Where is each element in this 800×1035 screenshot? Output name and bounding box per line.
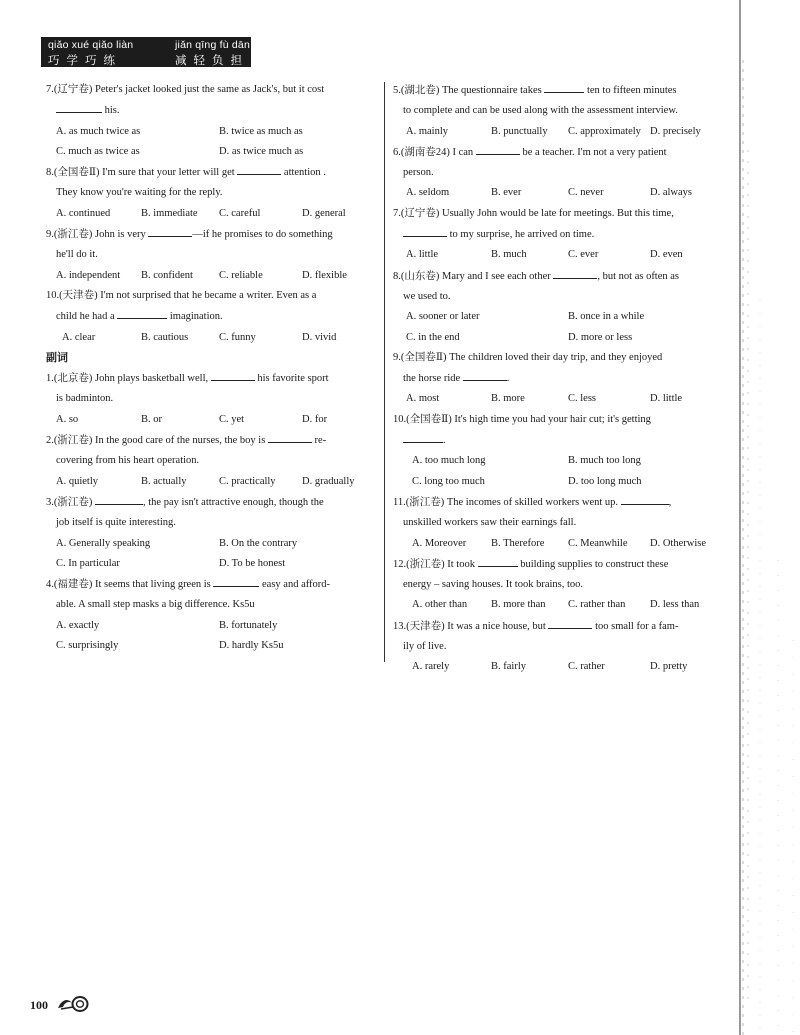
options-row [46,328,376,348]
options-row [393,534,723,554]
option-b: B. once in a while [568,311,645,323]
question-stem-tail: ten to fifteen minutes [586,85,677,96]
option-b: B. immediate [141,207,198,219]
column-divider [384,82,385,662]
options-row [393,183,723,203]
answer-blank [478,554,518,567]
question-continuation: energy – saving houses. It took brains, too. [403,579,584,591]
option-c: C. practically [219,475,276,487]
question-stem-tail: too small for a fam- [595,620,679,632]
page-logo-icon [56,995,90,1013]
question-stem-tail: , but not as often as [597,270,680,282]
question-adverb-2 [46,430,376,472]
option-a: A. clear [62,331,96,343]
answer-blank [213,574,259,587]
answer-blank [403,224,447,237]
question-continuation: ily of live. [403,641,447,653]
question-continuation: to complete and can be used along with the assessment interview. [403,105,678,117]
question-right-13 [393,616,723,658]
question-right-9 [393,348,723,390]
question-stem: 5.(湖北卷) The questionnaire takes [393,85,542,96]
option-c: C. less [568,393,597,405]
option-b: B. confident [141,269,193,281]
option-b: B. more [491,393,525,405]
question-continuation: to my surprise, he arrived on time. [449,229,595,241]
question-stem: 1.(北京卷) John plays basketball well, [46,373,209,385]
option-c: C. Meanwhile [568,537,628,549]
question-stem: 3.(浙江卷) [46,496,93,508]
question-continuation: his. [104,105,120,117]
option-c: C. much as twice as [56,145,140,157]
question-right-6 [393,142,723,184]
option-b: B. cautious [141,331,189,343]
question-right-12 [393,554,723,596]
option-b: B. fortunately [219,619,278,631]
option-c: C. yet [219,413,245,425]
option-a: A. most [406,393,440,405]
question-continuation-tail: . [506,373,510,385]
question-right-7 [393,204,723,246]
question-continuation: able. A small step masks a big difference. Ks5u [56,599,255,611]
left-column [46,80,376,656]
option-a: A. continued [56,207,111,219]
header-pinyin-left: qiǎo xué qiǎo liàn [48,39,134,51]
question-continuation: They know you're waiting for the reply. [56,187,223,199]
option-a: A. as much twice as [56,125,141,137]
option-c: C. surprisingly [56,640,119,652]
option-d: D. little [650,393,683,405]
option-c: C. long too much [412,475,485,487]
option-c: C. rather [568,661,605,673]
question-continuation: unskilled workers saw their earnings fall. [403,517,577,529]
option-b: B. much [491,249,527,261]
option-b: B. fairly [491,661,526,673]
options-row [393,595,723,615]
question-adverb-1 [46,368,376,410]
question-left-9 [46,224,376,266]
question-continuation: the horse ride [403,373,461,385]
option-a: A. sooner or later [406,311,480,323]
option-b: B. actually [141,475,187,487]
option-b: B. On the contrary [219,537,298,549]
answer-blank [211,368,255,381]
options-row [393,657,723,677]
question-stem: 10.(天津卷) I'm not surprised that he became a writer. Even as a [46,289,317,301]
question-stem: 4.(福建卷) It seems that living green is [46,579,211,591]
option-a: A. quietly [56,475,98,487]
option-a: A. other than [412,599,468,611]
answer-blank [553,266,597,279]
answer-blank [117,306,167,319]
option-b: B. much too long [568,455,641,467]
question-stem-tail: building supplies to construct these [520,558,669,570]
right-column [393,80,723,678]
option-a: A. exactly [56,619,100,631]
question-stem-tail: be a teacher. I'm not a very patient [522,146,667,158]
question-right-11 [393,492,723,534]
option-a: A. too much long [412,455,486,467]
question-stem: 9.(全国卷Ⅱ) The children loved their day trip, and they enjoyed [393,351,663,363]
answer-blank [476,142,520,155]
question-stem: 13.(天津卷) It was a nice house, but [393,620,546,632]
option-d: D. even [650,249,683,261]
header-chinese-left: 巧学巧练 [48,53,122,67]
options-row [393,122,723,142]
options-row [393,389,723,409]
header-pinyin-right: jiǎn qīng fù dān [175,39,251,51]
header-banner [41,37,251,67]
option-d: D. vivid [302,331,337,343]
option-c: C. careful [219,207,261,219]
option-d: D. flexible [302,269,347,281]
answer-blank [548,616,592,629]
option-a: A. independent [56,269,121,281]
option-c: C. never [568,187,604,199]
option-c: C. approximately [568,125,641,137]
question-continuation: job itself is quite interesting. [56,517,176,529]
answer-blank [237,162,281,175]
answer-blank [463,368,507,381]
option-d: D. hardly Ks5u [219,640,284,652]
question-stem-tail: , the pay isn't attractive enough, though the [143,496,324,508]
question-adverb-3 [46,492,376,534]
question-left-10 [46,286,376,328]
option-d: D. less than [650,599,700,611]
question-stem-tail: re- [314,435,327,447]
question-stem: 12.(浙江卷) It took [393,558,475,570]
option-d: D. gradually [302,475,355,487]
question-adverb-4 [46,574,376,616]
option-c: C. ever [568,249,599,261]
question-stem: 7.(辽宁卷) Peter's jacket looked just the same as Jack's, but it cost [46,84,325,95]
question-stem-tail: , [668,496,672,508]
question-stem: 9.(浙江卷) John is very [46,229,146,241]
options-row [393,307,723,327]
option-c: C. In particular [56,557,120,569]
option-c: C. reliable [219,269,263,281]
option-d: D. for [302,413,328,425]
options-row [46,472,376,492]
question-right-10 [393,410,723,452]
question-continuation-tail: imagination. [169,311,223,323]
option-d: D. pretty [650,661,688,673]
question-continuation: he'll do it. [56,249,98,261]
option-c: C. funny [219,331,256,343]
question-continuation: we used to. [403,290,451,302]
option-b: B. ever [491,187,522,199]
question-stem: 8.(全国卷Ⅱ) I'm sure that your letter will get [46,167,235,179]
question-stem: 11.(浙江卷) The incomes of skilled workers went up. [393,496,619,508]
scan-edge-noise [738,0,800,1035]
answer-blank [268,430,312,443]
question-stem: 6.(湖南卷24) I can [393,146,474,158]
options-row [46,410,376,430]
question-stem-tail: his favorite sport [257,373,329,385]
options-row [46,204,376,224]
option-d: D. more or less [568,331,633,343]
option-b: B. punctually [491,125,548,137]
options-row [46,266,376,286]
options-row [393,328,723,348]
option-c: C. in the end [406,331,460,343]
option-a: A. seldom [406,187,450,199]
option-c: C. rather than [568,599,626,611]
option-b: B. twice as much as [219,125,303,137]
answer-blank [403,430,443,443]
question-stem: 2.(浙江卷) In the good care of the nurses, the boy is [46,435,266,447]
options-row [46,142,376,162]
question-left-8 [46,162,376,204]
header-chinese-right: 减轻负担 [175,53,249,67]
option-b: B. more than [491,599,546,611]
option-a: A. rarely [412,661,450,673]
option-a: A. mainly [406,125,448,137]
answer-blank [544,80,584,93]
option-d: D. always [650,187,692,199]
options-row [393,472,723,492]
question-continuation: child he had a [56,311,115,323]
question-stem: 7.(辽宁卷) Usually John would be late for meetings. But this time, [393,207,674,219]
question-stem-tail: attention . [283,167,326,179]
options-row [46,534,376,554]
question-left-7 [46,80,376,122]
option-a: A. Moreover [412,537,467,549]
options-row [46,616,376,636]
page-number: 100 [30,998,48,1012]
options-row [393,451,723,471]
question-continuation: person. [403,167,434,179]
option-d: D. To be honest [219,557,286,569]
option-d: D. Otherwise [650,537,706,549]
question-right-5 [393,80,723,122]
option-d: D. too long much [568,475,642,487]
options-row [46,554,376,574]
answer-blank [56,100,102,113]
option-b: B. Therefore [491,537,545,549]
question-stem-tail: easy and afford- [262,579,331,591]
section-title-adverbs: 副词 [46,350,68,364]
option-d: D. as twice much as [219,145,304,157]
question-stem-tail: —if he promises to do something [192,229,333,241]
option-d: D. precisely [650,125,701,137]
question-continuation: covering from his heart operation. [56,455,200,467]
answer-blank [148,224,192,237]
option-a: A. Generally speaking [56,537,151,549]
answer-blank [621,492,669,505]
question-continuation-tail: . [443,435,446,447]
question-stem: 10.(全国卷Ⅱ) It's high time you had your hair cut; it's getting [393,413,651,425]
question-continuation: is badminton. [56,393,114,405]
option-a: A. so [56,413,79,425]
option-b: B. or [141,413,162,425]
options-row [46,636,376,656]
option-a: A. little [406,249,439,261]
question-stem: 8.(山东卷) Mary and I see each other [393,270,551,282]
options-row [46,122,376,142]
option-d: D. general [302,207,346,219]
answer-blank [95,492,143,505]
question-right-8 [393,266,723,308]
options-row [393,245,723,265]
